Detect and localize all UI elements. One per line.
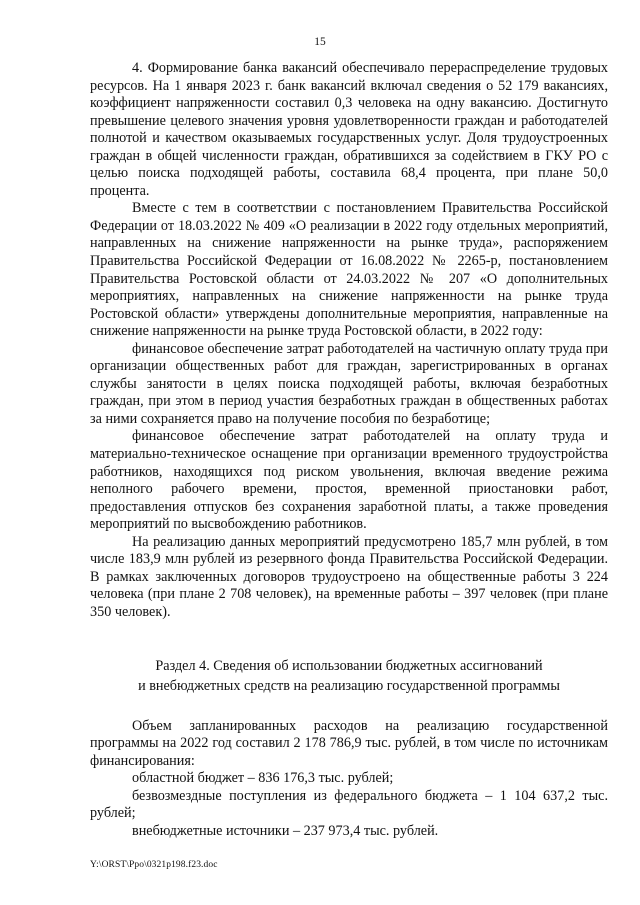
paragraph-additional-measures: Вместе с тем в соответствии с постановлением Правительства Российской Федерации от 18.03.2022 № 409 «О реализации в 2022 году отдельных мероприятий, направленных на снижение напряженности на рынке труда», распоряжением Правительства Российской Федерации от 16.08.2022 № 2265-р, постановлением Правительства Ростовской области от 24.03.2022 № 207 «О дополнительных мероприятиях, направленных на снижение напряженности на рынке труда Ростовской области» утверждены дополнительные мероприятия, направленные на снижение напряженности на рынке труда Ростовской области, в 2022 году: xyxy=(90,200,608,340)
section-heading-line-2: и внебюджетных средств на реализацию государственной программы xyxy=(138,677,560,694)
paragraph-measures-budget: На реализацию данных мероприятий предусмотрено 185,7 млн рублей, в том числе 183,9 млн рублей из резервного фонда Правительства Российской Федерации. В рамках заключенных договоров трудоустроено на общественные работы 3 224 человека (при плане 2 708 человек), на временные работы – 397 человек (при плане 350 человек). xyxy=(90,533,608,620)
paragraph-temporary-employment-funding: финансовое обеспечение затрат работодателей на оплату труда и материально-техническое оснащение при организации временного трудоустройства работников, находящихся под риском увольнения, включая введение режима неполного рабочего времени, простоя, временной приостановки работ, предоставления отпусков без сохранения заработной платы, а также проведения мероприятий по высвобождению работников. xyxy=(90,428,608,533)
paragraph-planned-expenses: Объем запланированных расходов на реализацию государственной программы на 2022 год составил 2 178 786,9 тыс. рублей, в том числе по источникам финансирования: xyxy=(90,717,608,769)
document-body xyxy=(90,60,608,840)
paragraph-extrabudgetary-sources: внебюджетные источники – 237 973,4 тыс. рублей. xyxy=(132,822,439,839)
section-4-heading xyxy=(90,656,608,696)
paragraph-federal-transfers: безвозмездные поступления из федерального бюджета – 1 104 637,2 тыс. рублей; xyxy=(90,787,608,822)
paragraph-vacancy-bank: 4. Формирование банка вакансий обеспечивало перераспределение трудовых ресурсов. На 1 января 2023 г. банк вакансий включал сведения о 52 179 вакансиях, коэффициент напряженности составил 0,3 человека на одну вакансию. Достигнуто превышение целевого значения уровня удовлетворенности граждан и работодателей полнотой и качеством оказываемых государственных услуг. Доля трудоустроенных граждан в общей численности граждан, обратившихся за содействием в ГКУ РО с целью поиска подходящей работы, составила 68,4 процента, при плане 50,0 процента. xyxy=(90,60,608,199)
paragraph-public-works-funding: финансовое обеспечение затрат работодателей на частичную оплату труда при организации общественных работ для граждан, зарегистрированных в органах службы занятости в целях поиска подходящей работы, включая безработных граждан, при этом в период участия безработных граждан в общественных работах за ними сохраняется право на получение пособия по безработице; xyxy=(90,340,608,427)
footer-file-path: Y:\ORST\Ppo\0321p198.f23.doc xyxy=(90,860,218,870)
section-heading-line-1: Раздел 4. Сведения об использовании бюджетных ассигнований xyxy=(155,657,543,674)
page-number: 15 xyxy=(314,36,326,48)
paragraph-regional-budget: областной бюджет – 836 176,3 тыс. рублей; xyxy=(132,770,394,787)
